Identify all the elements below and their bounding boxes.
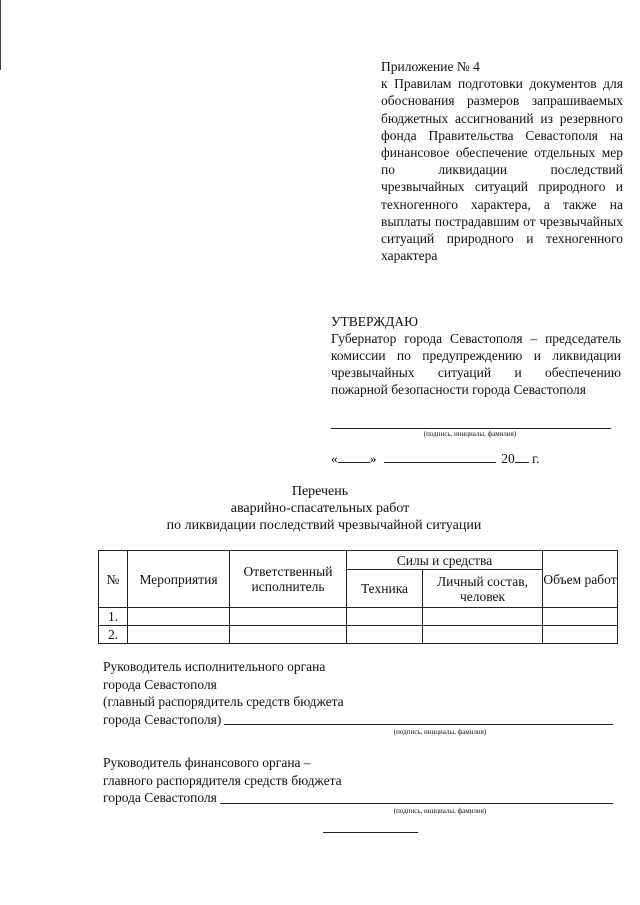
title-line-1: Перечень	[291, 484, 349, 499]
exec-line-1: Руководитель исполнительного органа	[103, 659, 326, 674]
approval-signature-line[interactable]	[331, 428, 611, 429]
header-personnel: Личный состав, человек	[423, 570, 543, 608]
fin-line-3: города Севастополя	[103, 790, 217, 805]
row-personnel-cell[interactable]	[423, 608, 543, 626]
date-day-blank[interactable]	[338, 449, 370, 463]
row-volume-cell[interactable]	[543, 608, 618, 626]
fin-signature-line[interactable]	[220, 803, 613, 804]
header-responsible: Ответственный исполнитель	[230, 551, 347, 608]
exec-line-4: города Севастополя)	[103, 711, 222, 727]
row-number: 2.	[99, 626, 128, 644]
date-month-blank[interactable]	[384, 449, 496, 463]
header-number: №	[99, 551, 128, 608]
exec-line-3: (главный распорядитель средств бюджета	[103, 694, 344, 709]
appendix-title: Приложение № 4	[381, 59, 480, 74]
fin-signature-caption: (подпись, инициалы, фамилия)	[393, 807, 487, 815]
works-table	[98, 550, 618, 644]
approval-text: Губернатор города Севастополя – председатель комиссии по предупреждению и ликвидации чрезвычайных ситуаций и обеспечению пожарной безопасности города Севастополя	[331, 331, 621, 397]
header-forces: Силы и средства	[347, 551, 543, 570]
date-year-suffix: г.	[532, 451, 540, 466]
header-volume: Объем работ	[543, 551, 618, 608]
header-equipment: Техника	[347, 570, 423, 608]
row-number: 1.	[99, 608, 128, 626]
row-personnel-cell[interactable]	[423, 626, 543, 644]
row-measures-cell[interactable]	[128, 626, 230, 644]
appendix-text: к Правилам подготовки документов для обоснования размеров запрашиваемых бюджетных ассигнований из резервного фонда Правительства Севастополя на финансовое обеспечение отдельных мер по ликвидации последствий чрезвычайных ситуаций природного и техногенного характера, а также на выплаты пострадавшим от чрезвычайных ситуаций природного и техногенного характера	[381, 76, 623, 264]
date-close-quote: »	[369, 451, 377, 466]
row-responsible-cell[interactable]	[230, 608, 347, 626]
fin-line-2: главного распорядителя средств бюджета	[103, 772, 342, 788]
header-measures: Мероприятия	[128, 551, 230, 608]
scan-edge-mark	[0, 0, 1, 70]
financial-signature-block	[103, 754, 613, 807]
exec-line-2: города Севастополя	[103, 676, 217, 692]
title-line-3: по ликвидации последствий чрезвычайной ситуации	[166, 518, 482, 533]
row-equipment-cell[interactable]	[347, 608, 423, 626]
row-responsible-cell[interactable]	[230, 626, 347, 644]
date-year-prefix: 20	[501, 451, 515, 466]
exec-signature-caption: (подпись, инициалы, фамилия)	[393, 728, 487, 736]
date-open-quote: «	[331, 451, 338, 466]
appendix-block	[381, 58, 623, 264]
title-line-2: аварийно-спасательных работ	[230, 501, 410, 516]
table-row	[99, 608, 618, 626]
approval-heading: УТВЕРЖДАЮ	[331, 314, 419, 329]
exec-signature-line[interactable]	[224, 724, 613, 725]
fin-line-1: Руководитель финансового органа –	[103, 755, 311, 770]
approval-date-line	[331, 449, 591, 467]
document-title	[0, 483, 640, 534]
row-equipment-cell[interactable]	[347, 626, 423, 644]
date-year-blank[interactable]	[515, 449, 529, 463]
approval-signature-caption: (подпись, инициалы, фамилия)	[423, 430, 517, 438]
row-measures-cell[interactable]	[128, 608, 230, 626]
executive-signature-block	[103, 658, 613, 728]
row-volume-cell[interactable]	[543, 626, 618, 644]
footnote-separator	[323, 832, 418, 833]
approval-block	[331, 313, 621, 398]
table-row	[99, 626, 618, 644]
